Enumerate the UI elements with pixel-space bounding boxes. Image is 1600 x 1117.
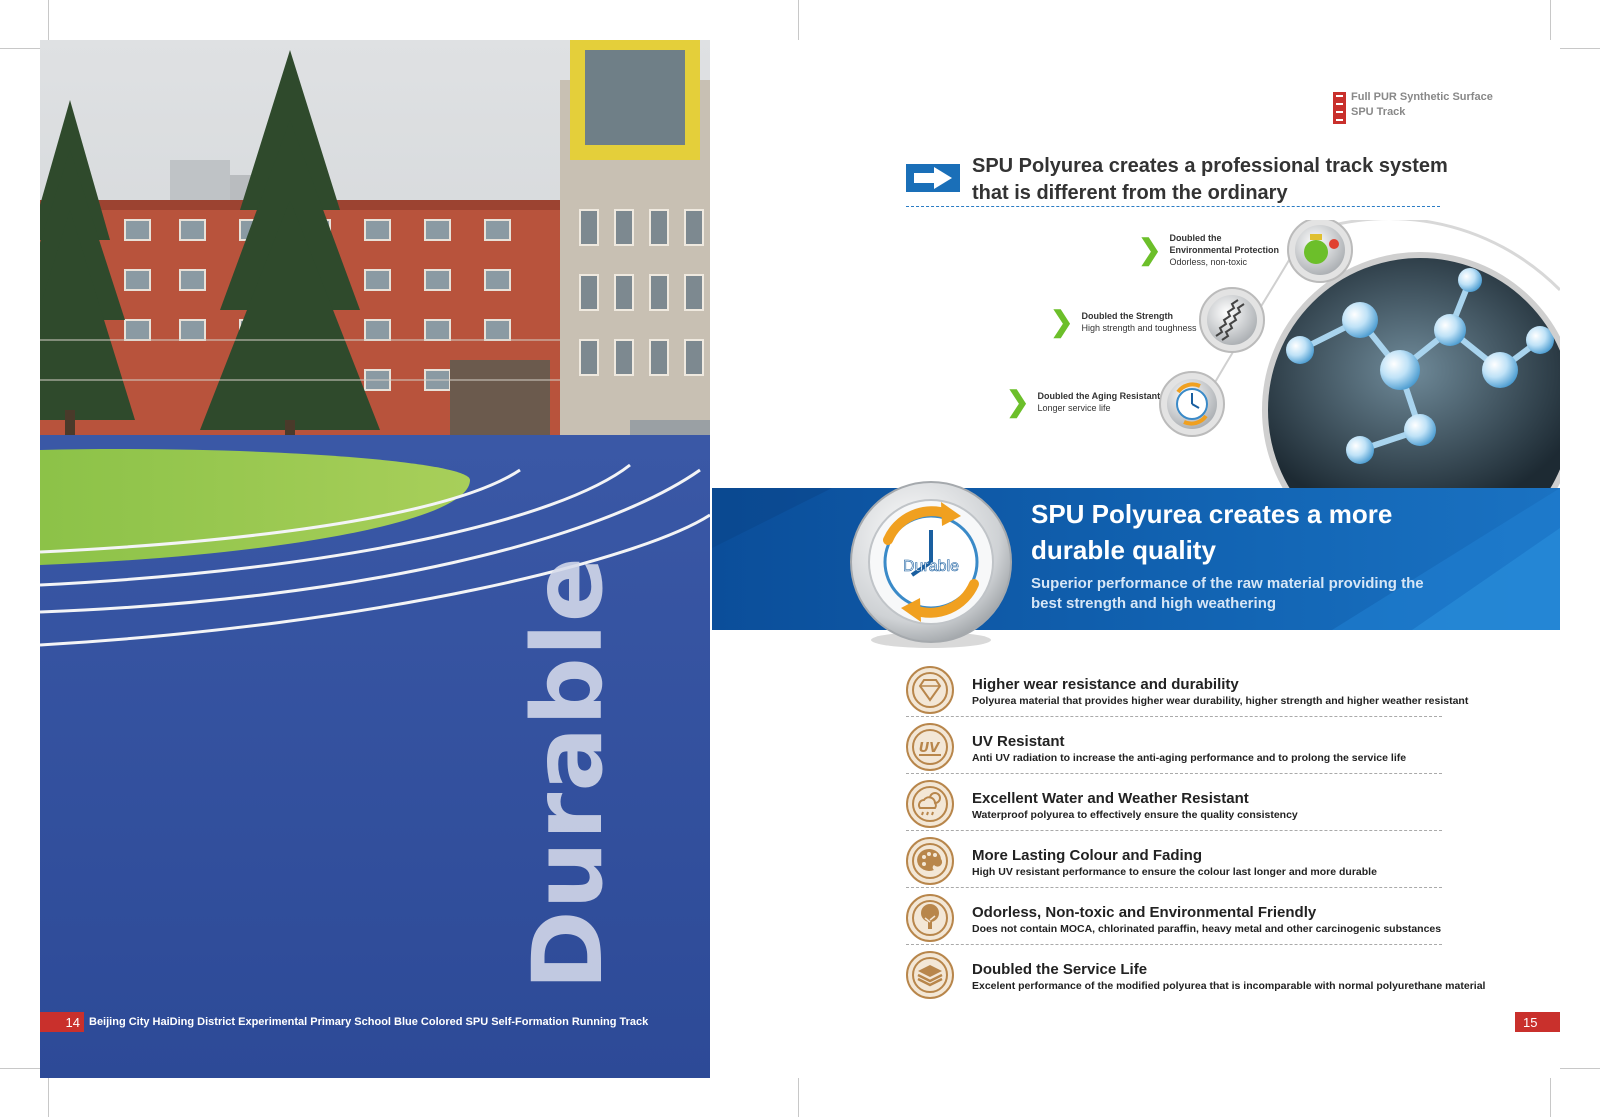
durable-vertical-watermark: Durable <box>512 556 624 990</box>
feature-desc: Longer service life <box>1037 403 1111 413</box>
crop-mark <box>798 1078 799 1117</box>
crop-mark <box>0 1068 40 1069</box>
feature-title: Higher wear resistance and durability <box>972 676 1239 693</box>
banner-subtitle <box>1031 574 1481 614</box>
page-number-left: 14 <box>40 1012 84 1032</box>
feature-title: More Lasting Colour and Fading <box>972 847 1202 864</box>
uv-icon-text: UV <box>918 741 940 756</box>
tree-icon <box>906 894 954 942</box>
palette-icon <box>906 837 954 885</box>
crop-mark <box>798 0 799 40</box>
durable-badge <box>846 480 1016 650</box>
clock-icon <box>1160 372 1224 436</box>
divider <box>906 716 1442 717</box>
crop-mark <box>0 48 40 49</box>
feature-title: Doubled the Service Life <box>972 961 1148 978</box>
photo-caption: Beijing City HaiDing District Experimental Primary School Blue Colored SPU Self-Formation Running Track <box>89 1016 649 1028</box>
main-title-line-2: that is different from the ordinary <box>972 182 1288 204</box>
durable-banner <box>712 488 1560 630</box>
header-line-2: SPU Track <box>1351 106 1406 118</box>
list-item <box>906 778 1546 835</box>
banner-title <box>1031 496 1491 568</box>
layers-icon <box>906 951 954 999</box>
feature-title: Environmental Protection <box>1169 245 1279 255</box>
divider <box>906 830 1442 831</box>
header-line-1: Full PUR Synthetic Surface <box>1351 91 1493 103</box>
feature-strength <box>1050 308 1197 336</box>
banner-title-line-2: durable quality <box>1031 535 1216 565</box>
crop-mark <box>1560 48 1600 49</box>
list-item <box>906 892 1546 949</box>
feature-title: Odorless, Non-toxic and Environmental Friendly <box>972 904 1317 921</box>
banner-subtitle-line-1: Superior performance of the raw material providing the <box>1031 575 1424 592</box>
feature-desc: Polyurea material that provides higher wear durability, higher strength and higher weather resistant <box>972 695 1469 707</box>
left-caption <box>40 1012 648 1032</box>
crop-mark <box>1550 1078 1551 1117</box>
feature-desc: Does not contain MOCA, chlorinated paraffin, heavy metal and other carcinogenic substances <box>972 923 1442 935</box>
feature-aging <box>1006 388 1160 416</box>
feature-desc: Odorless, non-toxic <box>1169 257 1248 267</box>
list-item <box>906 721 1546 778</box>
features-diagram <box>1000 220 1560 490</box>
feature-desc: Anti UV radiation to increase the anti-aging performance and to prolong the service life <box>972 752 1407 764</box>
feature-title: Doubled the Strength <box>1081 311 1173 321</box>
list-item <box>906 835 1546 892</box>
weather-icon <box>906 780 954 828</box>
feature-title: UV Resistant <box>972 733 1065 750</box>
badge-label: Durable <box>902 558 960 575</box>
chevron-right-icon: ❯ <box>1006 386 1030 417</box>
spring-icon <box>1200 288 1264 352</box>
feature-title: Doubled the <box>1169 233 1222 243</box>
list-item <box>906 664 1546 721</box>
features-list <box>906 664 1546 1006</box>
feature-desc: Waterproof polyurea to effectively ensure the quality consistency <box>972 809 1298 821</box>
crop-mark <box>1550 0 1551 40</box>
diamond-icon <box>906 666 954 714</box>
crop-mark <box>1560 1068 1600 1069</box>
feature-desc: High UV resistant performance to ensure the colour last longer and more durable <box>972 866 1377 878</box>
divider <box>906 206 1440 207</box>
chevron-right-icon: ❯ <box>1138 234 1162 265</box>
feature-desc: Excelent performance of the modified polyurea that is incomparable with normal polyurethane material <box>972 980 1486 992</box>
uv-icon <box>906 723 954 771</box>
divider <box>906 887 1442 888</box>
red-seal-icon <box>1333 92 1346 124</box>
arrow-right-icon <box>906 164 960 192</box>
feature-environmental <box>1138 232 1279 268</box>
divider <box>906 773 1442 774</box>
banner-title-line-1: SPU Polyurea creates a more <box>1031 499 1393 529</box>
crop-mark <box>48 1078 49 1117</box>
section-header <box>1333 90 1493 124</box>
feature-title: Doubled the Aging Resistant <box>1037 391 1161 401</box>
main-title-line-1: SPU Polyurea creates a professional track system <box>972 155 1448 177</box>
banner-subtitle-line-2: best strength and high weathering <box>1031 595 1277 612</box>
main-title <box>972 153 1492 207</box>
divider <box>906 944 1442 945</box>
crop-mark <box>48 0 49 40</box>
page-number-right: 15 <box>1515 1012 1560 1032</box>
list-item <box>906 949 1546 1006</box>
feature-title: Excellent Water and Weather Resistant <box>972 790 1249 807</box>
eco-mascot-icon <box>1288 220 1352 282</box>
chevron-right-icon: ❯ <box>1050 306 1074 337</box>
feature-desc: High strength and toughness <box>1081 323 1197 333</box>
